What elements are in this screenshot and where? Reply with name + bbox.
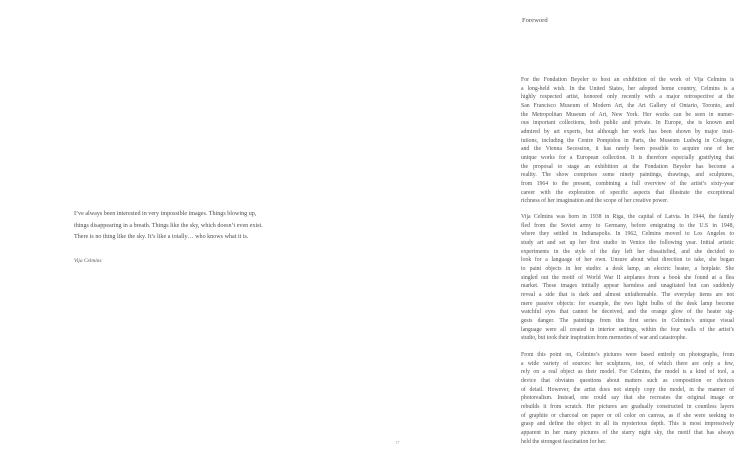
body-text-line: language were all created in interior settings, within the four walls of the artist’s bbox=[521, 326, 734, 333]
body-text-line: photorealism. Instead, one could say that she recreates the original image or bbox=[521, 395, 734, 402]
body-text-line: ous important collections, both public and private. In Europe, she is known and bbox=[521, 120, 734, 127]
body-text-line: Vija Celmins was born in 1938 in Riga, the capital of Latvia. In 1944, the family bbox=[521, 214, 734, 220]
body-text-line: gests danger. The paintings from this first series in Celmins’s unique visual bbox=[521, 317, 734, 324]
page-number: 17 bbox=[395, 440, 400, 445]
body-text-line: where they settled in Indianapolis. In 1962, Celmins moved to Los Angeles to bbox=[521, 231, 734, 238]
section-title: Foreword bbox=[522, 17, 548, 24]
body-text-line: highly respected artist, honored only recently with a major retrospective at the bbox=[521, 94, 734, 101]
body-text-line: reveal a side that is dark and almost unfathomable. The everyday items are not bbox=[521, 291, 734, 298]
body-text-line: apparent in her many pictures of the starry night sky, the motif that has always bbox=[521, 429, 734, 436]
paragraph-3 bbox=[521, 351, 734, 446]
body-text-line: watchful eyes that cannot be deceived, and the orange glow of the heater sig- bbox=[521, 309, 734, 316]
body-text-line: held the strongest fascination for her. bbox=[521, 438, 607, 445]
body-text-line: richness of her imagination and the scope of her creative power. bbox=[521, 198, 669, 205]
body-text-line: For the Fondation Beyeler to host an exhibition of the work of Vija Celmins is bbox=[521, 77, 734, 83]
body-text-line: experiments in the style of the day left her dissatisfied, and she decided to bbox=[521, 248, 734, 255]
body-text-line: a wide variety of sources: her sculptures, too, of which there are only a few, bbox=[521, 360, 734, 367]
quote-line: I’ve always been interested in very impossible images. Things blowing up, bbox=[74, 211, 257, 217]
body-text-line: of graphite or charcoal on paper or oil color on canvas, as if she were seeking to bbox=[521, 412, 734, 419]
body-text-line: of detail. However, the artist does not simply copy the model, in the manner of bbox=[521, 386, 734, 393]
body-text-line: admired by art experts, but although her work has been shown by major insti- bbox=[521, 128, 734, 135]
body-text-line: rely on a real object as their model. For Celmins, the model is a kind of tool, a bbox=[521, 369, 734, 376]
body-text-line: From this point on, Celmins’s pictures were based entirely on photographs, from bbox=[521, 352, 734, 358]
paragraph-1 bbox=[521, 76, 734, 206]
body-text-line: career with the exploration of specific aspects that illustrate the exceptional bbox=[521, 189, 734, 196]
body-text-line: unique works for a European collection. It is therefore especially gratifying that bbox=[521, 154, 734, 161]
body-text-line: singled out the motif of World War II airplanes from a book she found at a flea bbox=[521, 274, 734, 281]
body-text-line: reality. The show comprises some ninety paintings, drawings, and sculptures, bbox=[521, 172, 734, 179]
body-text-line: from 1964 to the present, combining a full overview of the artist’s sixty-year bbox=[521, 180, 734, 187]
body-text-line: to paint objects in her studio: a desk lamp, an electric heater, a hotplate. She bbox=[521, 265, 734, 272]
body-text-line: rebuilds it from scratch. Her pictures are gradually constructed in countless layers bbox=[521, 403, 734, 410]
body-text-line: tutions, including the Centre Pompidou in Paris, the Museum Ludwig in Cologne, bbox=[521, 137, 734, 144]
paragraph-2 bbox=[521, 213, 734, 343]
body-text-line: San Francisco Museum of Modern Art, the Art Gallery of Ontario, Toronto, and bbox=[521, 102, 734, 109]
body-text-line: device that obviates questions about matters such as composition or choices bbox=[521, 377, 734, 384]
body-text-line: mere passive objects: for example, the two light bulbs of the desk lamp become bbox=[521, 300, 734, 307]
body-text-line: fled from the Soviet army to Germany, before emigrating to the U.S in 1948, bbox=[521, 222, 734, 229]
body-text-line: the Metropolitan Museum of Art, New York. Her works can be seen in numer- bbox=[521, 111, 734, 118]
body-text-line: grasp and define the object in all its mysterious depth. This is most impressively bbox=[521, 421, 734, 428]
body-text-line: studio, but took their inspiration from memories of war and catastrophe. bbox=[521, 335, 687, 342]
epigraph bbox=[74, 209, 324, 264]
body-text-line: market. These images initially appear harmless and unagitated but can suddenly bbox=[521, 283, 734, 290]
body-text-line: the proposal to stage an exhibition at the Fondation Beyeler has become a bbox=[521, 163, 734, 170]
right-page bbox=[375, 0, 750, 463]
quote-line: There is no thing like the sky. It’s like a totally… who knows what it is. bbox=[74, 234, 249, 241]
body-text-line: and the Vienna Secession, it has rarely been possible to acquire one of her bbox=[521, 146, 734, 153]
body-text-line: study art and set up her first studio in Venice the following year. Initial artistic bbox=[521, 239, 734, 246]
quote-line: things disappearing in a breath. Things like the sky, which doesn’t even exist. bbox=[74, 222, 263, 229]
body-text-line: look for a language of her own. Unsure about what direction to take, she began bbox=[521, 257, 734, 264]
quote-attribution: Vija Celmins bbox=[74, 257, 102, 264]
body-text-line: a long-held wish. In the United States, her adopted home country, Celmins is a bbox=[521, 85, 734, 92]
